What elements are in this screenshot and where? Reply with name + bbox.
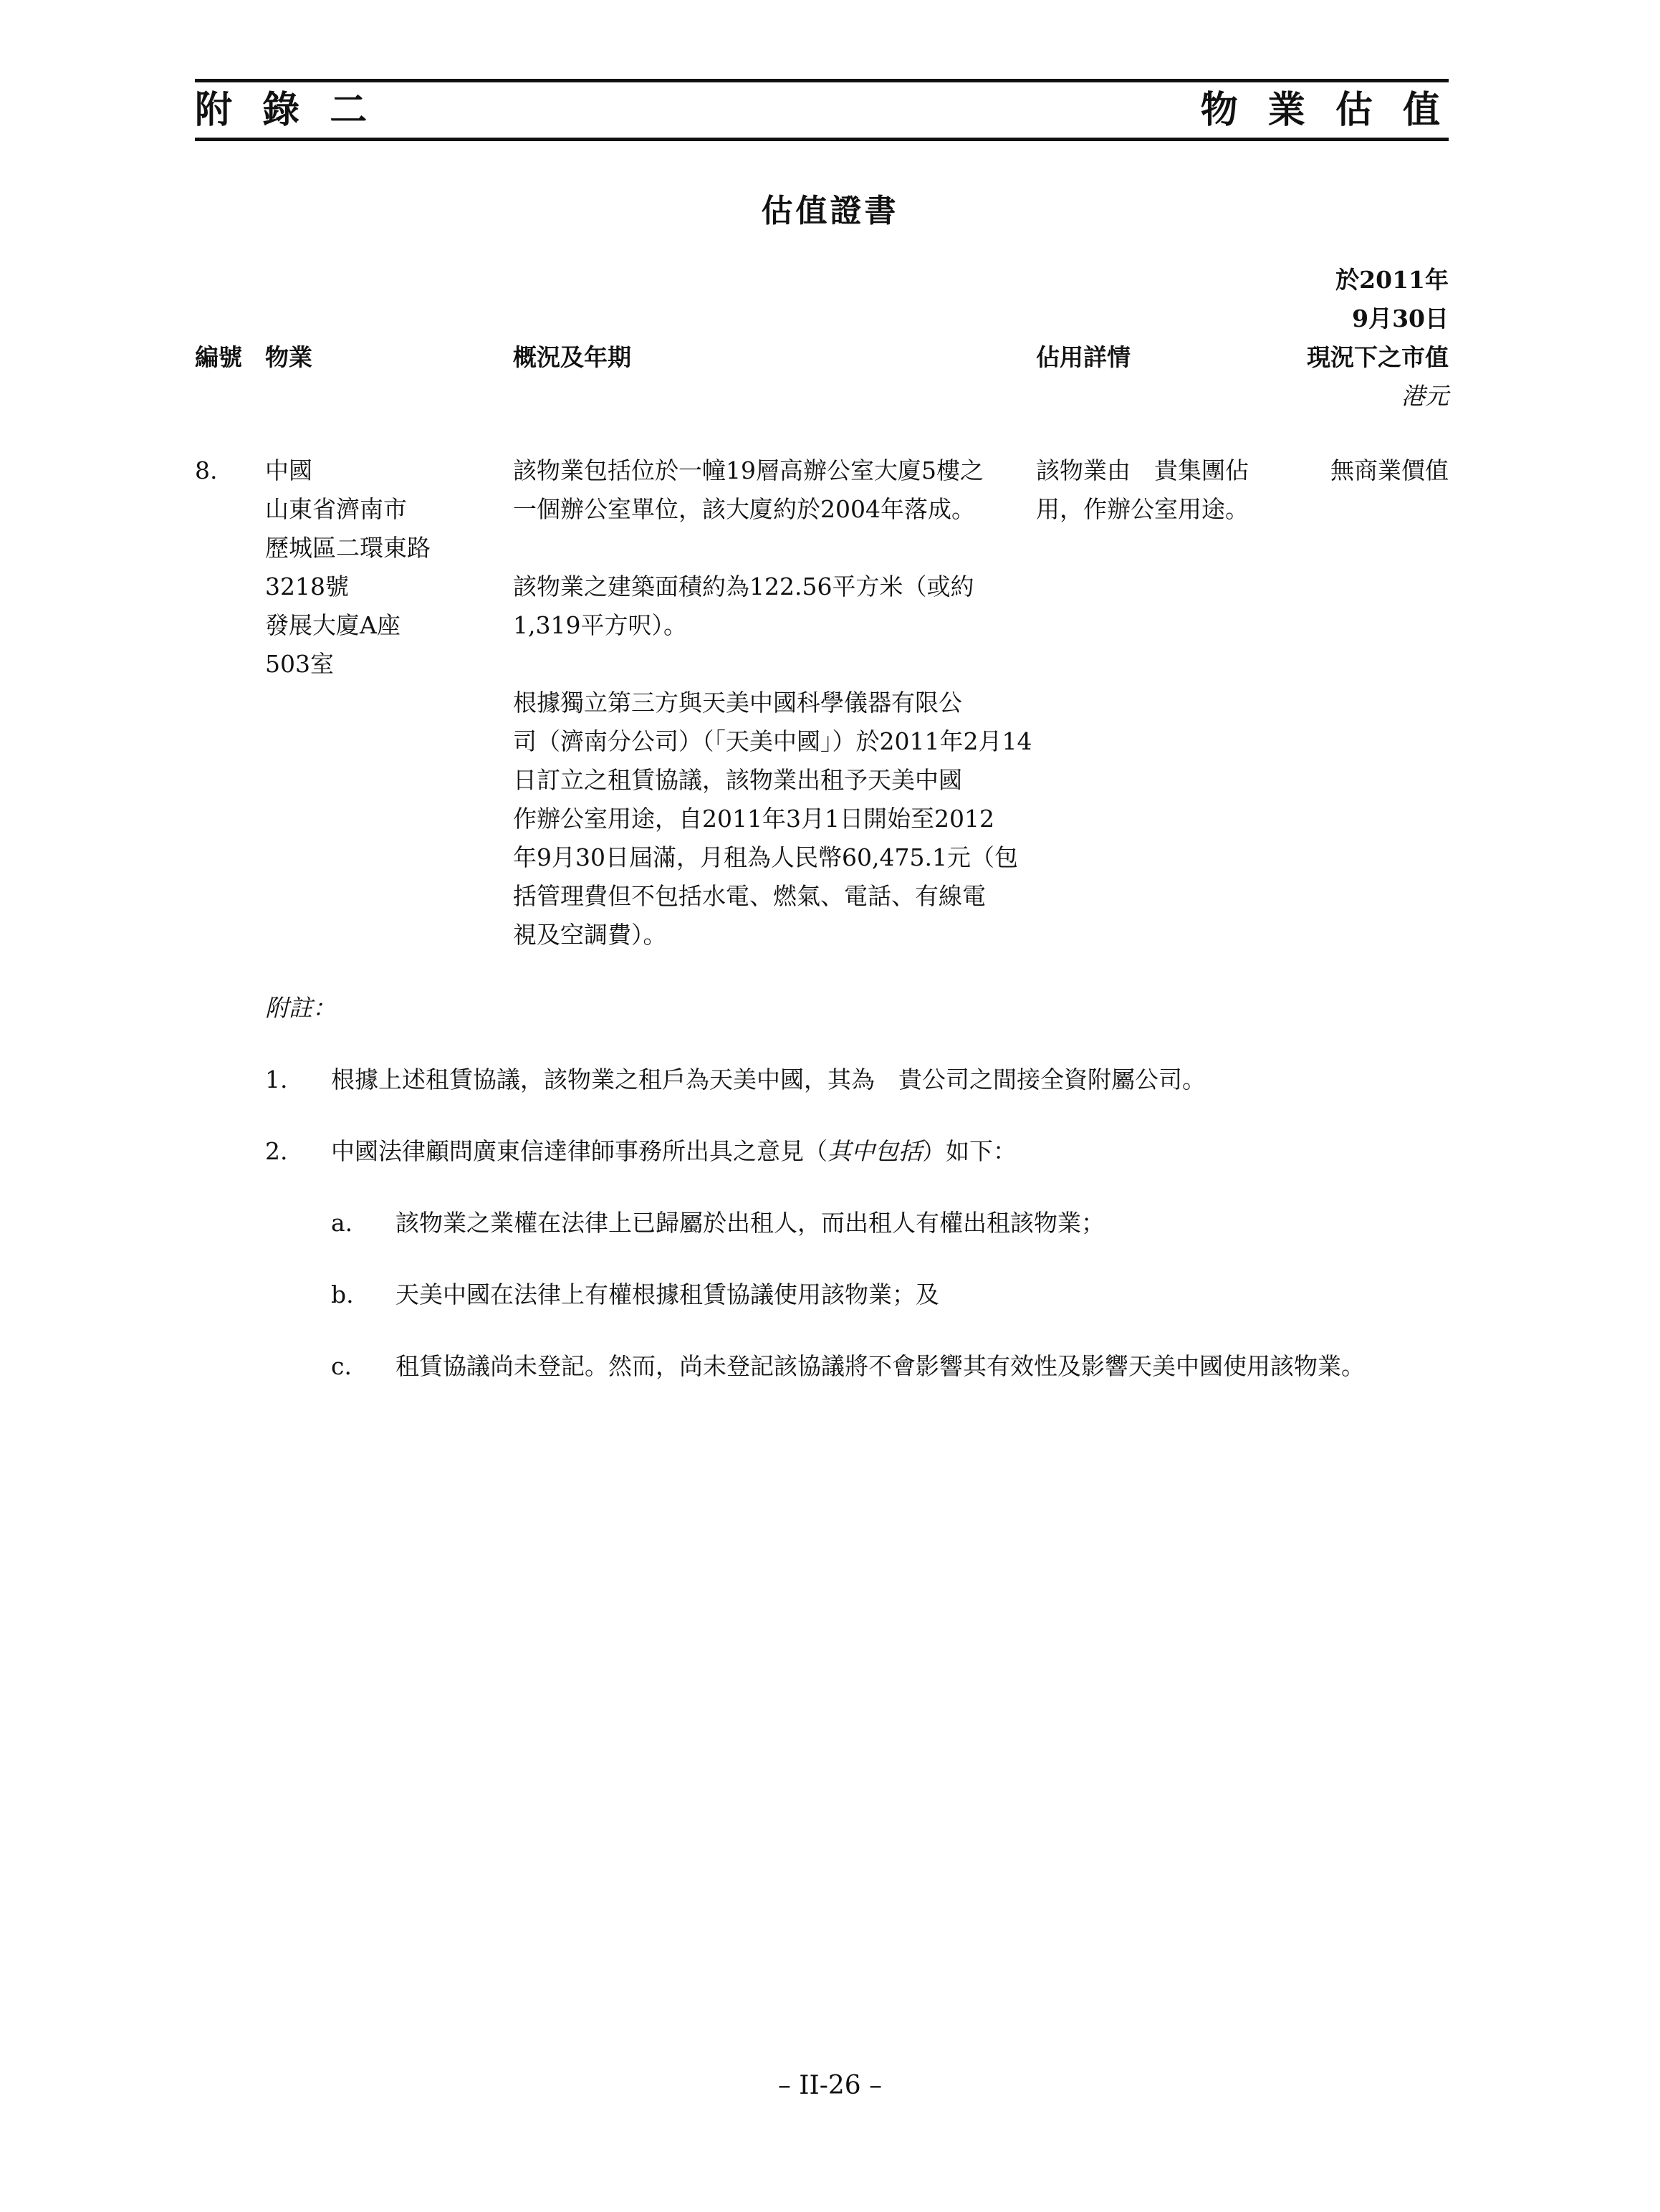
- property-line: 山東省濟南市: [265, 495, 407, 523]
- market-value: 無商業價值: [1330, 456, 1449, 484]
- description-paragraph-2: [513, 568, 974, 645]
- col-header-value-line1: 於2011年: [1335, 266, 1449, 294]
- description-paragraph-1: [513, 451, 984, 529]
- col-header-no: 編號: [195, 343, 242, 371]
- description-line: 一個辦公室單位，該大廈約於2004年落成。: [513, 495, 975, 523]
- note-2-text-italic: 其中包括: [827, 1137, 922, 1165]
- property-line: 中國: [265, 456, 312, 484]
- page-title: 估值證書: [761, 193, 899, 229]
- col-header-value: [1307, 261, 1449, 416]
- col-header-value-line2: 9月30日: [1352, 305, 1449, 332]
- description-paragraph-3: [513, 684, 1032, 954]
- note-2-text-a: 中國法律顧問廣東信達律師事務所出具之意見（: [331, 1137, 827, 1165]
- subnote-c-text: 租賃協議尚未登記。然而，尚未登記該協議將不會影響其有效性及影響天美中國使用該物業。: [395, 1352, 1365, 1380]
- description-line: 視及空調費）。: [513, 921, 667, 949]
- occupancy-line: 用，作辦公室用途。: [1036, 495, 1249, 523]
- description-line: 該物業包括位於一幢19層高辦公室大廈5樓之: [513, 456, 984, 484]
- col-header-property: 物業: [265, 343, 312, 371]
- subnote-a-text: 該物業之業權在法律上已歸屬於出租人，而出租人有權出租該物業；: [395, 1209, 1105, 1237]
- note-2-text: [331, 1132, 1017, 1171]
- row-number: 8.: [195, 456, 218, 484]
- occupancy-line: 該物業由 貴集團佔: [1036, 456, 1249, 484]
- subnote-b-label: b.: [331, 1280, 354, 1308]
- note-2-number: 2.: [265, 1137, 288, 1165]
- page-number: – II-26 –: [777, 2071, 883, 2100]
- header-right: 物 業 估 值: [1200, 88, 1449, 132]
- property-address: [265, 451, 431, 684]
- property-line: 歷城區二環東路: [265, 534, 431, 562]
- note-1-number: 1.: [265, 1066, 288, 1093]
- col-header-occupancy: 佔用詳情: [1036, 343, 1131, 371]
- description-line: 1,319平方呎）。: [513, 611, 687, 639]
- subnote-a-label: a.: [331, 1209, 353, 1237]
- header-bottom-rule: [195, 138, 1449, 141]
- description-line: 日訂立之租賃協議，該物業出租予天美中國: [513, 766, 962, 794]
- description-line: 括管理費但不包括水電、燃氣、電話、有線電: [513, 882, 986, 910]
- description-line: 年9月30日屆滿，月租為人民幣60,475.1元（包: [513, 843, 1018, 871]
- col-header-value-line3: 現況下之市值: [1307, 343, 1449, 371]
- description-line: 根據獨立第三方與天美中國科學儀器有限公: [513, 689, 962, 717]
- col-header-description: 概況及年期: [513, 343, 631, 371]
- property-line: 3218號: [265, 573, 349, 600]
- notes-heading: 附註：: [265, 994, 336, 1022]
- header-left: 附 錄 二: [195, 88, 376, 132]
- description-line: 作辦公室用途，自2011年3月1日開始至2012: [513, 805, 994, 833]
- subnote-b-text: 天美中國在法律上有權根據租賃協議使用該物業；及: [395, 1280, 939, 1308]
- occupancy-details: [1036, 451, 1249, 529]
- note-1-text: 根據上述租賃協議，該物業之租戶為天美中國，其為 貴公司之間接全資附屬公司。: [331, 1066, 1206, 1093]
- property-line: 發展大廈A座: [265, 611, 400, 639]
- col-header-currency: 港元: [1401, 382, 1449, 410]
- header-top-rule: [195, 79, 1449, 82]
- description-line: 該物業之建築面積約為122.56平方米（或約: [513, 573, 974, 600]
- subnote-c-label: c.: [331, 1352, 352, 1380]
- description-line: 司（濟南分公司）（「天美中國」）於2011年2月14: [513, 727, 1032, 755]
- property-line: 503室: [265, 650, 334, 678]
- note-2-text-b: ）如下：: [922, 1137, 1017, 1165]
